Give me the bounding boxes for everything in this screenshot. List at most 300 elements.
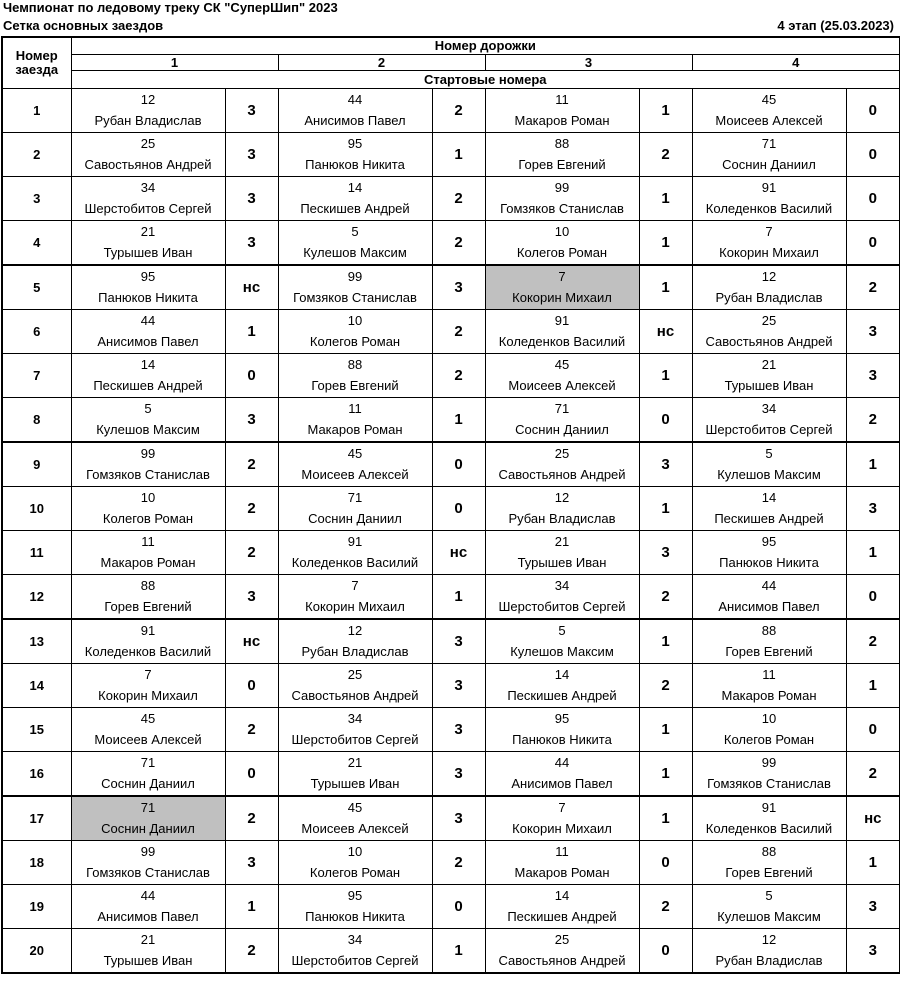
points-cell: нс [225, 619, 278, 664]
start-number: 99 [554, 179, 570, 195]
rider-cell [692, 398, 846, 443]
points-cell: 2 [225, 487, 278, 531]
points-cell: 0 [432, 442, 485, 487]
rider-cell [278, 265, 432, 310]
heat-row [2, 885, 900, 929]
points-cell: 2 [639, 664, 692, 708]
start-number: 11 [348, 400, 362, 416]
start-number: 88 [347, 356, 363, 372]
points-cell: 1 [639, 752, 692, 797]
rider-name: Панюков Никита [512, 731, 612, 747]
heat-number: 11 [2, 531, 71, 575]
rider-cell [278, 221, 432, 266]
rider-cell [278, 708, 432, 752]
rider-cell [485, 575, 639, 620]
points-cell: 3 [432, 619, 485, 664]
rider-cell [278, 664, 432, 708]
start-number: 25 [554, 931, 570, 947]
start-number: 7 [765, 223, 773, 239]
points-cell: 2 [639, 885, 692, 929]
points-cell: 2 [225, 442, 278, 487]
rider-cell [692, 265, 846, 310]
rider-name: Коледенков Василий [291, 554, 419, 570]
heat-number: 10 [2, 487, 71, 531]
rider-cell [692, 177, 846, 221]
start-number: 99 [761, 754, 777, 770]
heat-number-header-label: Номер заезда [15, 48, 59, 77]
points-cell: 3 [225, 177, 278, 221]
rider-name: Анисимов Павел [718, 598, 820, 614]
rider-name: Кокорин Михаил [512, 820, 612, 836]
heat-number: 2 [2, 133, 71, 177]
points-cell: 0 [846, 177, 900, 221]
start-number: 10 [761, 710, 777, 726]
heat-row [2, 619, 900, 664]
rider-name: Соснин Даниил [308, 510, 402, 526]
rider-name: Турышев Иван [103, 244, 193, 260]
start-number: 25 [554, 445, 570, 461]
start-number: 34 [347, 710, 363, 726]
start-number: 71 [347, 489, 363, 505]
start-number: 5 [765, 887, 773, 903]
rider-name: Колегов Роман [102, 510, 194, 526]
start-number: 14 [347, 179, 363, 195]
points-cell: 0 [432, 885, 485, 929]
start-number: 21 [140, 223, 156, 239]
rider-name: Савостьянов Андрей [705, 333, 833, 349]
rider-name: Рубан Владислав [508, 510, 616, 526]
start-number: 91 [140, 622, 156, 638]
points-cell: 0 [432, 487, 485, 531]
rider-cell [71, 265, 225, 310]
heat-row [2, 929, 900, 974]
points-cell: 1 [639, 221, 692, 266]
rider-cell [278, 89, 432, 133]
rider-name: Коледенков Василий [84, 643, 212, 659]
rider-name: Кулешов Максим [96, 421, 200, 437]
rider-name: Макаров Роман [514, 864, 610, 880]
lane-2-header: 2 [278, 55, 485, 71]
rider-name: Макаров Роман [307, 421, 403, 437]
start-number: 14 [554, 666, 570, 682]
points-cell: 1 [639, 796, 692, 841]
rider-name: Колегов Роман [723, 731, 815, 747]
points-cell: 2 [225, 708, 278, 752]
start-number: 21 [554, 533, 570, 549]
points-cell: нс [639, 310, 692, 354]
rider-name: Гомзяков Станислав [500, 200, 624, 216]
start-number: 5 [144, 400, 152, 416]
heat-number: 8 [2, 398, 71, 443]
rider-cell [692, 575, 846, 620]
points-cell: 0 [225, 752, 278, 797]
start-number: 71 [140, 799, 156, 815]
rider-name: Соснин Даниил [101, 820, 195, 836]
points-cell: 2 [639, 133, 692, 177]
start-number: 11 [555, 91, 569, 107]
rider-cell [71, 796, 225, 841]
points-cell: 2 [432, 354, 485, 398]
rider-name: Горев Евгений [725, 643, 813, 659]
rider-name: Савостьянов Андрей [498, 466, 626, 482]
start-number: 71 [554, 400, 570, 416]
points-cell: 1 [432, 929, 485, 974]
start-number: 21 [761, 356, 777, 372]
points-cell: 1 [225, 885, 278, 929]
points-cell: 3 [225, 575, 278, 620]
start-number: 12 [347, 622, 363, 638]
points-cell: 3 [225, 89, 278, 133]
heat-row [2, 310, 900, 354]
rider-name: Моисеев Алексей [508, 377, 616, 393]
heat-row [2, 177, 900, 221]
start-number: 7 [144, 666, 152, 682]
rider-name: Колегов Роман [309, 864, 401, 880]
points-cell: 2 [225, 929, 278, 974]
rider-cell [71, 929, 225, 974]
stage-date: 4 этап (25.03.2023) [777, 18, 894, 33]
rider-cell [278, 841, 432, 885]
points-cell: 3 [225, 133, 278, 177]
rider-cell [485, 310, 639, 354]
points-cell: 2 [639, 575, 692, 620]
rider-cell [278, 575, 432, 620]
start-number: 10 [347, 843, 363, 859]
rider-name: Пескишев Андрей [93, 377, 203, 393]
heats-grid [1, 36, 900, 974]
lane-4-header: 4 [692, 55, 900, 71]
start-number: 45 [140, 710, 156, 726]
start-number: 45 [347, 799, 363, 815]
start-number: 44 [140, 887, 156, 903]
points-cell: 1 [639, 708, 692, 752]
start-number: 10 [140, 489, 156, 505]
rider-name: Анисимов Павел [97, 333, 199, 349]
rider-cell [71, 310, 225, 354]
heat-number: 18 [2, 841, 71, 885]
heat-row [2, 664, 900, 708]
start-number: 10 [347, 312, 363, 328]
points-cell: 0 [225, 664, 278, 708]
rider-cell [71, 354, 225, 398]
rider-name: Гомзяков Станислав [86, 466, 210, 482]
points-cell: 1 [639, 265, 692, 310]
points-cell: 2 [846, 619, 900, 664]
start-number: 12 [554, 489, 570, 505]
points-cell: 0 [225, 354, 278, 398]
rider-name: Савостьянов Андрей [291, 687, 419, 703]
rider-name: Панюков Никита [305, 156, 405, 172]
rider-cell [692, 708, 846, 752]
start-number: 71 [140, 754, 156, 770]
rider-cell [71, 619, 225, 664]
rider-name: Моисеев Алексей [715, 112, 823, 128]
rider-cell [278, 531, 432, 575]
points-cell: 0 [846, 133, 900, 177]
rider-name: Колегов Роман [516, 244, 608, 260]
points-cell: 2 [846, 398, 900, 443]
heat-row [2, 354, 900, 398]
start-number: 95 [554, 710, 570, 726]
rider-cell [485, 531, 639, 575]
start-number: 88 [761, 843, 777, 859]
rider-cell [278, 354, 432, 398]
points-cell: 1 [846, 442, 900, 487]
rider-cell [485, 177, 639, 221]
rider-name: Коледенков Василий [705, 200, 833, 216]
rider-name: Панюков Никита [719, 554, 819, 570]
rider-name: Турышев Иван [517, 554, 607, 570]
rider-cell [71, 885, 225, 929]
heat-row [2, 531, 900, 575]
rider-name: Пескишев Андрей [507, 908, 617, 924]
start-number: 25 [140, 135, 156, 151]
points-cell: 0 [846, 575, 900, 620]
start-number: 34 [140, 179, 156, 195]
heat-number: 6 [2, 310, 71, 354]
start-number: 44 [347, 91, 363, 107]
points-cell: 1 [639, 177, 692, 221]
heat-number: 3 [2, 177, 71, 221]
rider-cell [71, 752, 225, 797]
championship-title: Чемпионат по ледовому треку СК "СуперШип" 2023 [3, 0, 338, 15]
rider-name: Соснин Даниил [515, 421, 609, 437]
lane-number-header: Номер дорожки [71, 37, 900, 55]
points-cell: 0 [639, 929, 692, 974]
start-number: 5 [351, 223, 359, 239]
heat-row [2, 708, 900, 752]
rider-name: Савостьянов Андрей [84, 156, 212, 172]
points-cell: 1 [432, 575, 485, 620]
points-cell: 1 [846, 841, 900, 885]
rider-cell [692, 752, 846, 797]
points-cell: 3 [225, 221, 278, 266]
start-number: 11 [762, 666, 776, 682]
rider-name: Шерстобитов Сергей [84, 200, 212, 216]
rider-name: Коледенков Василий [705, 820, 833, 836]
rider-name: Кулешов Максим [303, 244, 407, 260]
rider-name: Коледенков Василий [498, 333, 626, 349]
rider-name: Макаров Роман [721, 687, 817, 703]
start-number: 34 [347, 931, 363, 947]
rider-cell [71, 89, 225, 133]
rider-name: Кулешов Максим [717, 908, 821, 924]
start-number: 5 [558, 622, 566, 638]
start-number: 12 [761, 268, 777, 284]
rider-cell [692, 619, 846, 664]
rider-name: Моисеев Алексей [301, 820, 409, 836]
rider-cell [485, 885, 639, 929]
heat-number: 1 [2, 89, 71, 133]
points-cell: 1 [639, 619, 692, 664]
start-number: 21 [347, 754, 363, 770]
heat-number: 12 [2, 575, 71, 620]
rider-name: Кокорин Михаил [719, 244, 819, 260]
points-cell: 3 [225, 398, 278, 443]
points-cell: 1 [432, 133, 485, 177]
rider-name: Кокорин Михаил [98, 687, 198, 703]
rider-cell [278, 442, 432, 487]
points-cell: нс [432, 531, 485, 575]
rider-cell [278, 177, 432, 221]
rider-cell [692, 133, 846, 177]
heat-row [2, 752, 900, 797]
rider-cell [692, 310, 846, 354]
points-cell: 2 [432, 89, 485, 133]
start-number: 12 [761, 931, 777, 947]
points-cell: 3 [432, 796, 485, 841]
start-number: 45 [554, 356, 570, 372]
rider-name: Анисимов Павел [304, 112, 406, 128]
start-number: 44 [554, 754, 570, 770]
rider-cell [71, 664, 225, 708]
heat-number: 16 [2, 752, 71, 797]
rider-cell [278, 929, 432, 974]
rider-name: Шерстобитов Сергей [705, 421, 833, 437]
points-cell: 0 [846, 221, 900, 266]
heats-body [2, 89, 900, 974]
start-number: 99 [347, 268, 363, 284]
points-cell: 3 [846, 929, 900, 974]
rider-name: Моисеев Алексей [94, 731, 202, 747]
start-number: 99 [140, 843, 156, 859]
rider-cell [278, 885, 432, 929]
start-number: 44 [761, 577, 777, 593]
rider-cell [71, 398, 225, 443]
points-cell: 1 [225, 310, 278, 354]
points-cell: 2 [432, 177, 485, 221]
start-number: 34 [554, 577, 570, 593]
heat-row [2, 841, 900, 885]
points-cell: 3 [432, 664, 485, 708]
start-number: 88 [140, 577, 156, 593]
rider-cell [485, 442, 639, 487]
start-number: 99 [140, 445, 156, 461]
rider-cell [485, 398, 639, 443]
rider-cell [71, 442, 225, 487]
points-cell: 3 [432, 265, 485, 310]
points-cell: 0 [846, 708, 900, 752]
rider-cell [485, 752, 639, 797]
rider-cell [71, 841, 225, 885]
points-cell: 0 [639, 841, 692, 885]
points-cell: 3 [432, 708, 485, 752]
points-cell: 1 [639, 354, 692, 398]
rider-cell [692, 89, 846, 133]
rider-name: Кулешов Максим [717, 466, 821, 482]
start-number: 91 [761, 179, 777, 195]
rider-cell [692, 487, 846, 531]
heat-row [2, 133, 900, 177]
rider-name: Анисимов Павел [97, 908, 199, 924]
rider-name: Горев Евгений [518, 156, 606, 172]
start-number: 95 [761, 533, 777, 549]
lane-1-header: 1 [71, 55, 278, 71]
rider-cell [71, 177, 225, 221]
start-number: 34 [761, 400, 777, 416]
rider-cell [278, 310, 432, 354]
start-number: 14 [140, 356, 156, 372]
rider-cell [485, 619, 639, 664]
points-cell: 2 [432, 310, 485, 354]
points-cell: 1 [846, 664, 900, 708]
rider-cell [278, 796, 432, 841]
rider-cell [485, 796, 639, 841]
heat-number: 5 [2, 265, 71, 310]
start-number: 21 [140, 931, 156, 947]
rider-name: Савостьянов Андрей [498, 952, 626, 968]
points-cell: 2 [225, 531, 278, 575]
rider-name: Рубан Владислав [715, 289, 823, 305]
heat-row [2, 265, 900, 310]
start-number: 45 [347, 445, 363, 461]
rider-name: Соснин Даниил [722, 156, 816, 172]
rider-name: Кокорин Михаил [305, 598, 405, 614]
rider-cell [278, 752, 432, 797]
points-cell: 0 [639, 398, 692, 443]
points-cell: 3 [225, 841, 278, 885]
rider-name: Соснин Даниил [101, 775, 195, 791]
start-number: 88 [554, 135, 570, 151]
heat-number: 4 [2, 221, 71, 266]
rider-name: Пескишев Андрей [507, 687, 617, 703]
points-cell: 2 [225, 796, 278, 841]
start-number: 7 [351, 577, 359, 593]
rider-cell [71, 531, 225, 575]
heat-number: 20 [2, 929, 71, 974]
points-cell: 2 [846, 265, 900, 310]
rider-name: Панюков Никита [98, 289, 198, 305]
start-number: 7 [558, 268, 566, 284]
points-cell: 3 [432, 752, 485, 797]
points-cell: 2 [846, 752, 900, 797]
start-number: 10 [554, 223, 570, 239]
points-cell: 0 [846, 89, 900, 133]
points-cell: 1 [639, 89, 692, 133]
points-cell: 3 [846, 310, 900, 354]
rider-cell [278, 619, 432, 664]
rider-name: Горев Евгений [104, 598, 192, 614]
start-number: 12 [140, 91, 156, 107]
heat-number: 14 [2, 664, 71, 708]
points-cell: 3 [846, 487, 900, 531]
rider-cell [485, 664, 639, 708]
rider-name: Гомзяков Станислав [293, 289, 417, 305]
start-number: 95 [140, 268, 156, 284]
rider-name: Шерстобитов Сергей [498, 598, 626, 614]
start-numbers-header: Стартовые номера [71, 71, 900, 89]
start-number: 14 [554, 887, 570, 903]
start-number: 5 [765, 445, 773, 461]
rider-name: Шерстобитов Сергей [291, 952, 419, 968]
heat-row [2, 575, 900, 620]
grid-subtitle: Сетка основных заездов [3, 18, 164, 33]
rider-name: Горев Евгений [725, 864, 813, 880]
points-cell: 1 [639, 487, 692, 531]
start-number: 14 [761, 489, 777, 505]
rider-cell [485, 354, 639, 398]
rider-name: Панюков Никита [305, 908, 405, 924]
start-number: 11 [141, 533, 155, 549]
rider-name: Кулешов Максим [510, 643, 614, 659]
rider-name: Горев Евгений [311, 377, 399, 393]
rider-cell [485, 265, 639, 310]
rider-cell [692, 885, 846, 929]
rider-name: Рубан Владислав [94, 112, 202, 128]
rider-cell [278, 398, 432, 443]
start-number: 44 [140, 312, 156, 328]
rider-cell [485, 221, 639, 266]
